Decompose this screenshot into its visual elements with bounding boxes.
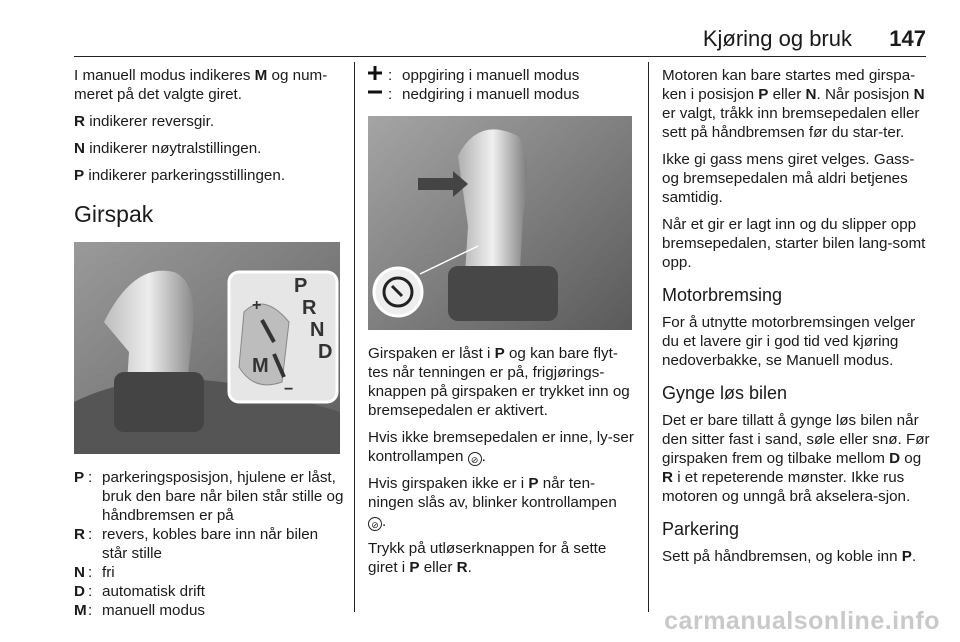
heading-motorbremsing: Motorbremsing bbox=[662, 285, 783, 305]
brake-warning-icon: ⊘ bbox=[468, 452, 482, 466]
gear-legend bbox=[74, 468, 344, 620]
paragraph-p: P indikerer parkeringsstillingen. bbox=[74, 167, 286, 184]
gear-lever-illustration bbox=[74, 242, 340, 454]
label-n: N bbox=[310, 319, 325, 341]
header-rule bbox=[74, 56, 926, 57]
paragraph-rocking: Det er bare tillatt å gynge løs bilen når den sitter fast i sand, søle eller snø. Før girspaken frem og tilbake mellom D og R i et repeterende mønster. Ikke rus motoren og unngå brå akselera-sjon. bbox=[662, 412, 930, 505]
paragraph-release: Trykk på utløserknappen for å sette giret i P eller R. bbox=[368, 540, 607, 576]
legend-row-r: R : revers, kobles bare inn når bilen står stille bbox=[74, 526, 319, 562]
legend-row-n: N : fri bbox=[74, 564, 115, 581]
legend-row-plus: : oppgiring i manuell modus bbox=[368, 66, 634, 85]
watermark: carmanualsonline.info bbox=[664, 607, 940, 635]
paragraph-brake-lamp: Hvis ikke bremsepedalen er inne, ly-ser kontrollampen ⊘ . bbox=[368, 429, 634, 465]
section-title: Kjøring og bruk bbox=[702, 26, 852, 51]
page-header bbox=[0, 22, 960, 54]
legend-row-d: D : automatisk drift bbox=[74, 583, 205, 600]
paragraph-locked: Girspaken er låst i P og kan bare flyt-tes når tenningen er på, frigjørings-knappen på girspaken er trykket inn og bremsepedalen er aktivert. bbox=[368, 345, 630, 419]
paragraph-no-gas: Ikke gi gass mens giret velges. Gass- og bremsepedalen må aldri betjenes samtidig. bbox=[662, 151, 915, 206]
column-1 bbox=[74, 66, 344, 620]
paragraph-manual-mode: I manuell modus indikeres M og num-meret på det valgte giret. bbox=[74, 67, 328, 103]
paragraph-blink: Hvis girspaken ikke er i P når ten-ningen slås av, blinker kontrollampen ⊘ . bbox=[368, 475, 617, 530]
brake-warning-icon: ⊘ bbox=[368, 517, 382, 531]
heading-parkering: Parkering bbox=[662, 519, 740, 539]
minus-icon bbox=[368, 85, 388, 104]
gear-release-drawing bbox=[368, 116, 632, 330]
legend-row-m: M : manuell modus bbox=[74, 602, 205, 619]
column-3 bbox=[662, 66, 930, 574]
page-number: 147 bbox=[889, 26, 926, 51]
legend-row-p: P : parkeringsposisjon, hjulene er låst, bruk den bare når bilen står stille og håndbremsen er på bbox=[74, 469, 344, 524]
paragraph-r: R indikerer reversgir. bbox=[74, 113, 215, 130]
manual-shift-legend bbox=[368, 66, 634, 104]
paragraph-parking: Sett på håndbremsen, og koble inn P. bbox=[662, 548, 917, 565]
gear-release-illustration bbox=[368, 116, 632, 330]
label-p: P bbox=[294, 275, 308, 297]
paragraph-creep: Når et gir er lagt inn og du slipper opp bremsepedalen, starter bilen lang-somt opp. bbox=[662, 216, 926, 271]
label-minus: − bbox=[284, 381, 294, 398]
paragraph-n: N indikerer nøytralstillingen. bbox=[74, 140, 262, 157]
heading-girspak: Girspak bbox=[74, 201, 154, 227]
label-m: M bbox=[252, 355, 269, 377]
gear-lever-drawing bbox=[74, 242, 340, 454]
label-plus: + bbox=[252, 297, 262, 314]
legend-row-minus: : nedgiring i manuell modus bbox=[368, 85, 634, 104]
label-r: R bbox=[302, 297, 317, 319]
label-d: D bbox=[318, 341, 333, 363]
column-2 bbox=[368, 66, 634, 585]
column-divider-2 bbox=[648, 62, 649, 612]
column-divider-1 bbox=[354, 62, 355, 612]
heading-gynge: Gynge løs bilen bbox=[662, 383, 788, 403]
paragraph-engine-brake: For å utnytte motorbremsingen velger du et lavere gir i god tid ved kjøring nedoverbakke, se Manuell modus. bbox=[662, 314, 916, 369]
paragraph-start: Motoren kan bare startes med girspa-ken i posisjon P eller N. Når posisjon N er valgt, tråkk inn bremsepedalen eller sett på håndbremsen før du star-ter. bbox=[662, 67, 925, 141]
plus-icon bbox=[368, 66, 388, 85]
